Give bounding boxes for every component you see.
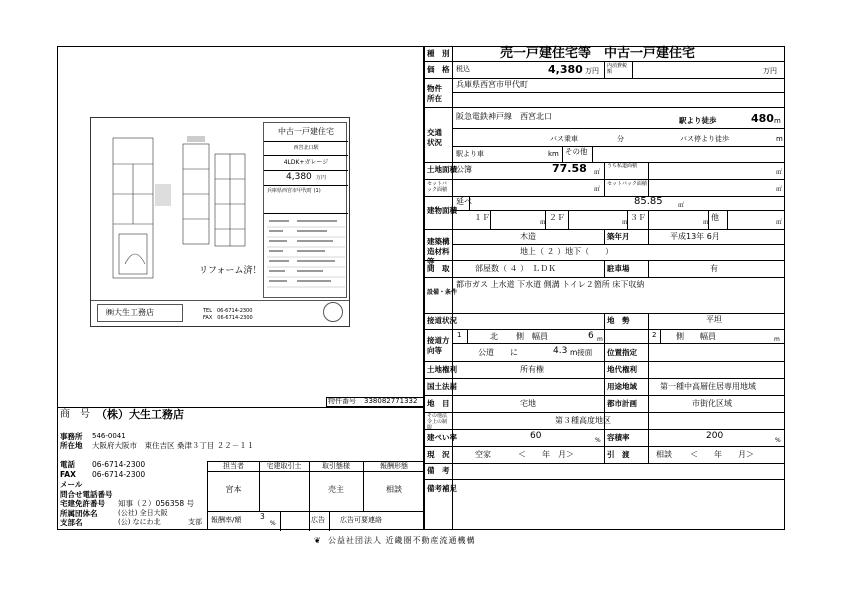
handover-month: ＜ 年 月＞ bbox=[690, 450, 754, 459]
road-frontage: 4.3 bbox=[553, 346, 568, 356]
flyer-station: 西宮北口駅 bbox=[293, 145, 319, 151]
walk-value: 480 bbox=[751, 112, 774, 125]
floors-value: 地上（ ２ ）地下（ ） bbox=[520, 247, 614, 256]
assoc-label: 所属団体名 bbox=[60, 509, 98, 518]
postal: 546-0041 bbox=[92, 432, 126, 440]
legal-label: その他法令上の制限 bbox=[427, 413, 448, 431]
office-label: 事務所 bbox=[60, 432, 83, 441]
walk-label: 駅より徒歩 bbox=[679, 116, 717, 125]
setback-label: セットバック面積 bbox=[427, 181, 448, 193]
station-label: 駅より車 bbox=[456, 150, 484, 158]
terrain-value: 平坦 bbox=[706, 315, 722, 324]
license: 知事（２）056358 号 bbox=[118, 499, 195, 508]
coverage-value: 60 bbox=[530, 431, 542, 441]
kind-label: 種 別 bbox=[427, 49, 450, 58]
fee-value: 3 bbox=[260, 512, 265, 521]
fother-label: 他 bbox=[711, 213, 719, 222]
staff-value-2: 売主 bbox=[328, 485, 344, 494]
footer-text: 公益社団法人 近畿圏不動産流通機構 bbox=[328, 536, 476, 545]
current-month: ＜ 年 月＞ bbox=[518, 450, 574, 459]
f3-label: ３Ｆ bbox=[630, 213, 646, 222]
flyer-spec-rows bbox=[267, 217, 345, 297]
flyer-price-unit: 万円 bbox=[316, 175, 327, 181]
branch: (公) なにわ北 bbox=[118, 518, 161, 526]
shared-tel-label: 問合せ電話番号 bbox=[60, 490, 113, 499]
handover-label: 引 渡 bbox=[607, 450, 630, 459]
private-road-label: うち私道面積 bbox=[607, 163, 638, 169]
built-label: 築年月 bbox=[607, 232, 630, 241]
price-value: 4,380 bbox=[548, 63, 583, 76]
tax-unit: 万円 bbox=[763, 67, 777, 75]
land-area-label: 土地面積 bbox=[427, 165, 457, 174]
f1-unit: ㎡ bbox=[540, 219, 547, 226]
road2-no: 2 bbox=[652, 331, 657, 339]
flyer-logo bbox=[323, 302, 343, 322]
road-frontage-suf: m接面 bbox=[570, 348, 593, 357]
bus-ride-unit: 分 bbox=[617, 135, 624, 143]
price-unit: 万円 bbox=[585, 67, 599, 75]
layout-value: 部屋数（ ４ ） ＬＤＫ bbox=[475, 264, 557, 273]
fee-label: 報酬率/額 bbox=[211, 516, 242, 524]
fee-unit: % bbox=[270, 520, 276, 527]
bus-walk-unit: m bbox=[776, 135, 783, 143]
price-label: 価 格 bbox=[427, 65, 450, 74]
parking-label: 駐車場 bbox=[607, 264, 630, 273]
land-right-fee-label: 地代権利 bbox=[607, 365, 637, 374]
road-public: 公道 bbox=[478, 348, 494, 357]
staff-header-2: 取引態様 bbox=[322, 462, 350, 470]
facilities-value: 都市ガス 上水道 下水道 側溝 トイレ２箇所 床下収納 bbox=[456, 280, 645, 289]
handover-value: 相談 bbox=[656, 450, 672, 459]
f2-unit: ㎡ bbox=[622, 219, 629, 226]
current-label: 現 況 bbox=[427, 450, 450, 459]
legal-value: 第３種高度地区 bbox=[555, 416, 611, 425]
f3-unit: ㎡ bbox=[703, 219, 710, 226]
layout-label: 間 取 bbox=[427, 264, 450, 273]
building-label: 建物面積 bbox=[427, 206, 457, 215]
coverage-label: 建ぺい率 bbox=[427, 433, 457, 442]
structure-value: 木造 bbox=[520, 232, 536, 241]
bus-ride-label: バス乗車 bbox=[550, 135, 578, 143]
location-value: 兵庫県西宮市甲代町 bbox=[456, 80, 528, 89]
far-label: 容積率 bbox=[607, 433, 630, 442]
branch-label: 支部名 bbox=[60, 518, 83, 527]
line-value: 阪急電鉄神戸線 西宮北口 bbox=[456, 112, 552, 121]
tel: 06-6714-2300 bbox=[92, 460, 146, 469]
station-unit: km bbox=[548, 150, 559, 158]
total-unit: ㎡ bbox=[678, 202, 685, 209]
land-value: 77.58 bbox=[552, 162, 587, 175]
contact-label: 接道状況 bbox=[427, 316, 457, 325]
reform-text: リフォーム済！ bbox=[199, 266, 262, 276]
other-label: その他 bbox=[565, 147, 588, 156]
flyer-tel: TEL 06-6714-2300 bbox=[203, 308, 253, 314]
ad-label: 広告 bbox=[311, 516, 325, 524]
staff-header-3: 報酬形態 bbox=[380, 462, 408, 470]
fax: 06-6714-2300 bbox=[92, 470, 146, 479]
address: 大阪府大阪市 東住吉区 桑津３丁目 ２２－１１ bbox=[92, 441, 255, 450]
city-plan-value: 市街化区域 bbox=[692, 399, 732, 408]
staff-header-0: 担当者 bbox=[223, 462, 244, 470]
land-right-value: 所有権 bbox=[520, 365, 544, 374]
flyer-title: 中古一戸建住宅 bbox=[278, 127, 334, 136]
flyer-info-card bbox=[263, 122, 347, 298]
city-plan-label: 都市計画 bbox=[607, 399, 637, 408]
parking-value: 有 bbox=[710, 264, 718, 273]
road-frontage-pre: に bbox=[510, 348, 518, 357]
flyer-company: ㈱大生工務店 bbox=[106, 308, 154, 317]
land-area-unit: ㎡ bbox=[594, 169, 601, 176]
staff-table bbox=[207, 461, 424, 530]
road-dir-label: 接道方向等 bbox=[427, 336, 450, 355]
land-right-label: 土地権利 bbox=[427, 365, 457, 374]
transport-label: 交通状況 bbox=[427, 128, 442, 147]
location-label: 物件所在 bbox=[427, 84, 442, 103]
road1-width: 6 bbox=[588, 331, 594, 341]
zoning-label: 用途地域 bbox=[607, 382, 637, 391]
far-unit: % bbox=[775, 437, 781, 444]
walk-unit: m bbox=[774, 117, 781, 125]
total-label: 延べ bbox=[456, 197, 472, 206]
branch-suffix: 支部 bbox=[188, 518, 202, 526]
remarks2-label: 備考補足 bbox=[427, 484, 457, 493]
facilities-label: 設備・条件 bbox=[427, 289, 458, 296]
flyer-fax: FAX 06-6714-2300 bbox=[203, 315, 253, 321]
bus-walk-label: バス停より徒歩 bbox=[680, 135, 729, 143]
road1-dir: 北 bbox=[490, 332, 498, 341]
property-no: 338082771332 bbox=[364, 397, 418, 405]
road1-side: 側 bbox=[516, 332, 524, 341]
staff-header-1: 宅建取引士 bbox=[266, 462, 302, 470]
staff-value-3: 相談 bbox=[386, 485, 402, 494]
road2-side: 側 bbox=[676, 332, 684, 341]
mail-label: メール bbox=[60, 480, 83, 489]
terrain-label: 地 勢 bbox=[607, 316, 630, 325]
flyer-company-box bbox=[97, 304, 183, 322]
company-name: （株）大生工務店 bbox=[96, 408, 184, 421]
footer-logo-icon: ❦ bbox=[314, 536, 321, 545]
f1-label: １Ｆ bbox=[474, 213, 490, 222]
zoning-value: 第一種中高層住居専用地域 bbox=[660, 382, 756, 391]
f2-label: ２Ｆ bbox=[549, 213, 565, 222]
setback-unit: ㎡ bbox=[594, 186, 601, 193]
total-value: 85.85 bbox=[634, 196, 663, 207]
land-type: 公簿 bbox=[456, 165, 472, 174]
license-label: 宅建免許番号 bbox=[60, 499, 105, 508]
ad-value: 広告可要連絡 bbox=[340, 516, 382, 524]
tax-label: 内消費税額 bbox=[607, 63, 628, 75]
structure-label: 建築構造材料等 bbox=[427, 237, 450, 266]
setback-label-2: セットバック面積 bbox=[607, 181, 647, 187]
built-value: 平成13年 6月 bbox=[670, 232, 720, 241]
staff-value-0: 宮本 bbox=[225, 485, 242, 494]
landcat-label: 地 目 bbox=[427, 399, 450, 408]
tel-label: 電話 bbox=[60, 460, 75, 469]
far-value: 200 bbox=[706, 431, 724, 441]
price-tax: 税込 bbox=[456, 65, 470, 73]
coverage-unit: % bbox=[595, 437, 601, 444]
flyer-layout: 4LDK+ガレージ bbox=[283, 159, 329, 166]
flyer-preview bbox=[90, 117, 350, 327]
road1-no: 1 bbox=[457, 331, 462, 339]
flyer-price: 4,380 bbox=[286, 172, 312, 182]
trade-label: 商 号 bbox=[60, 409, 90, 420]
designated-label: 位置指定 bbox=[607, 348, 637, 357]
fax-label: FAX bbox=[60, 470, 76, 479]
flyer-address: 兵庫県西宮市甲代町 (1) bbox=[267, 188, 321, 194]
address-label: 所在地 bbox=[60, 441, 83, 450]
setback-unit-2: ㎡ bbox=[776, 186, 783, 193]
remarks-label: 備 考 bbox=[427, 466, 450, 475]
private-road-unit: ㎡ bbox=[776, 169, 783, 176]
fother-unit: ㎡ bbox=[776, 219, 783, 226]
road2-width-label: 幅員 bbox=[700, 332, 716, 341]
property-no-label: 物件番号 bbox=[328, 397, 356, 405]
road1-unit: m bbox=[597, 336, 603, 343]
road1-width-label: 幅員 bbox=[532, 332, 548, 341]
landcat-value: 宅地 bbox=[520, 399, 536, 408]
land-law-label: 国土法届 bbox=[427, 382, 457, 391]
assoc: (公社) 全日大阪 bbox=[118, 509, 168, 517]
road2-unit: m bbox=[774, 336, 780, 343]
kind-value: 売一戸建住宅等 中古一戸建住宅 bbox=[500, 46, 696, 61]
current-value: 空家 bbox=[475, 450, 491, 459]
